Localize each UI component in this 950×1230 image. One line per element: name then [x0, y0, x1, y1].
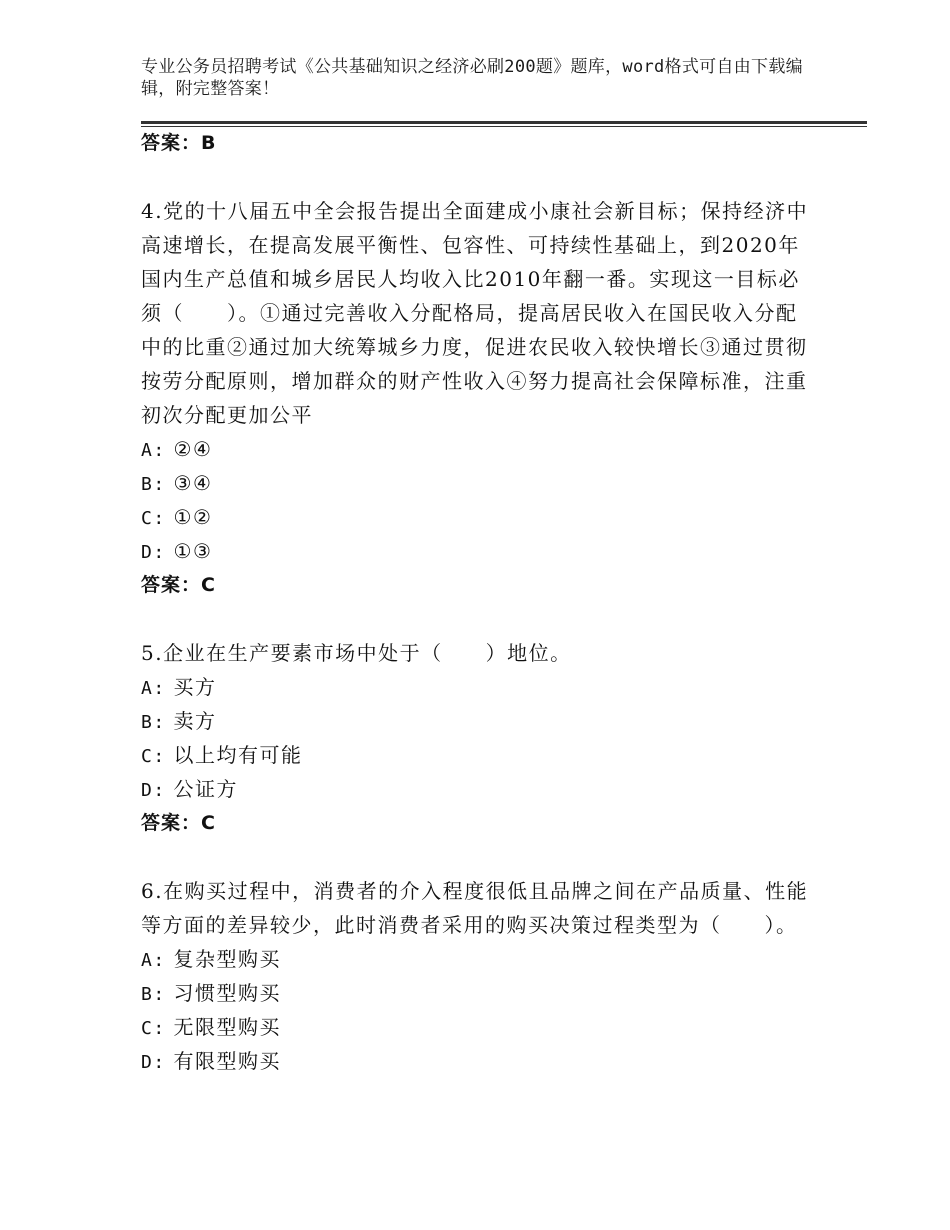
- option-a: [141, 432, 811, 466]
- option-a: [141, 942, 811, 976]
- previous-answer: 答案：B: [141, 132, 217, 154]
- option-letter: C:: [141, 1018, 166, 1039]
- option-letter: A:: [141, 440, 166, 461]
- option-text: ③④: [173, 471, 213, 495]
- question-text: 5.企业在生产要素市场中处于（ ）地位。: [141, 641, 572, 665]
- question-text: 4.党的十八届五中全会报告提出全面建成小康社会新目标；保持经济中高速增长，在提高发展平衡性、包容性、可持续性基础上，到2020年国内生产总值和城乡居民人均收入比2010年翻一番。实现这一目标必须（ ）。①通过完善收入分配格局，提高居民收入在国民收入分配中的比重②通过加大统筹城乡力度，促进农民收入较快增长③通过贯彻按劳分配原则，增加群众的财产性收入④努力提高社会保障标准，注重初次分配更加公平: [141, 199, 809, 427]
- option-d: [141, 1044, 811, 1078]
- answer-line: 答案：C: [141, 812, 216, 834]
- option-letter: B:: [141, 712, 166, 733]
- option-text: 有限型购买: [173, 1049, 282, 1073]
- option-text: 买方: [173, 675, 217, 699]
- option-c: [141, 500, 811, 534]
- question-4: [141, 194, 811, 602]
- question-5: [141, 636, 811, 840]
- option-text: 习惯型购买: [173, 981, 282, 1005]
- option-letter: C:: [141, 746, 166, 767]
- option-text: ②④: [173, 437, 213, 461]
- option-b: [141, 976, 811, 1010]
- option-b: [141, 704, 811, 738]
- option-letter: A:: [141, 950, 166, 971]
- option-a: [141, 670, 811, 704]
- option-letter: D:: [141, 780, 166, 801]
- question-6: [141, 874, 811, 1078]
- option-text: ①②: [173, 505, 213, 529]
- option-d: [141, 534, 811, 568]
- header-divider-thick: [141, 121, 867, 124]
- option-c: [141, 738, 811, 772]
- option-text: 公证方: [173, 777, 239, 801]
- option-text: 复杂型购买: [173, 947, 282, 971]
- option-d: [141, 772, 811, 806]
- question-text: 6.在购买过程中，消费者的介入程度很低且品牌之间在产品质量、性能等方面的差异较少，此时消费者采用的购买决策过程类型为（ ）。: [141, 879, 809, 937]
- option-letter: B:: [141, 984, 166, 1005]
- option-b: [141, 466, 811, 500]
- option-letter: C:: [141, 508, 166, 529]
- option-text: 以上均有可能: [173, 743, 303, 767]
- option-c: [141, 1010, 811, 1044]
- option-text: ①③: [173, 539, 213, 563]
- document-body: [141, 126, 811, 1078]
- document-header: 专业公务员招聘考试《公共基础知识之经济必刷200题》题库，word格式可自由下载编辑，附完整答案！: [141, 57, 803, 99]
- option-text: 无限型购买: [173, 1015, 282, 1039]
- option-letter: B:: [141, 474, 166, 495]
- option-text: 卖方: [173, 709, 217, 733]
- answer-line: 答案：C: [141, 574, 216, 596]
- option-letter: D:: [141, 542, 166, 563]
- option-letter: A:: [141, 678, 166, 699]
- option-letter: D:: [141, 1052, 166, 1073]
